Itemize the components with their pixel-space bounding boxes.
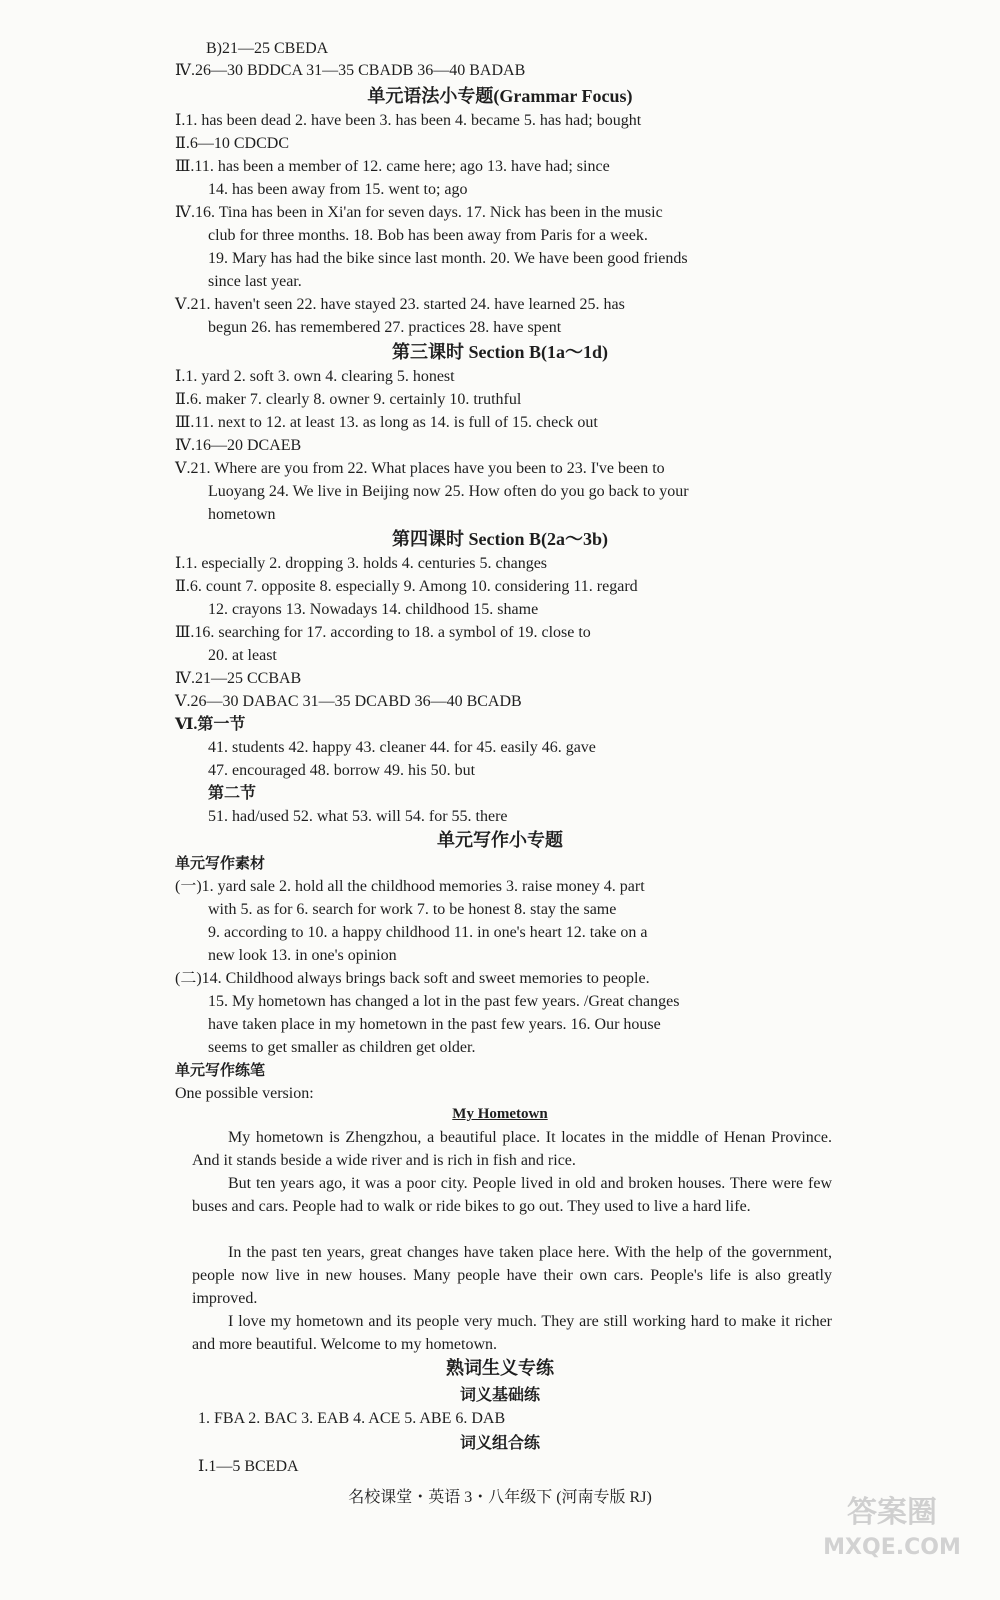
line: Ⅱ.6. maker 7. clearly 8. owner 9. certainly 10. truthful xyxy=(175,391,522,408)
section-heading: 第三课时 Section B(1a～1d) xyxy=(392,342,608,362)
subheading: 词义基础练 xyxy=(459,1387,540,1404)
line: 19. Mary has had the bike since last month. 20. We have been good friends xyxy=(208,250,688,267)
line: Ⅰ.1. especially 2. dropping 3. holds 4. centuries 5. changes xyxy=(175,555,548,572)
section-heading: 单元写作小专题 xyxy=(437,830,563,850)
line: Ⅲ.11. next to 12. at least 13. as long as 14. is full of 15. check out xyxy=(175,414,598,431)
line: Ⅳ.26—30 BDDCA 31—35 CBADB 36—40 BADAB xyxy=(175,62,526,79)
line: have taken place in my hometown in the past few years. 16. Our house xyxy=(208,1016,661,1033)
line: 9. according to 10. a happy childhood 11. in one's heart 12. take on a xyxy=(208,924,648,941)
line: Ⅱ.6. count 7. opposite 8. especially 9. Among 10. considering 11. regard xyxy=(175,578,638,595)
line: Ⅳ.21—25 CCBAB xyxy=(175,670,302,687)
line: seems to get smaller as children get older. xyxy=(208,1039,476,1056)
line: since last year. xyxy=(208,273,302,290)
line: 14. has been away from 15. went to; ago xyxy=(208,181,468,198)
line: 51. had/used 52. what 53. will 54. for 55. there xyxy=(208,808,508,825)
line: 47. encouraged 48. borrow 49. his 50. but xyxy=(208,762,476,779)
line: Luoyang 24. We live in Beijing now 25. How often do you go back to your xyxy=(208,483,689,500)
line: begun 26. has remembered 27. practices 28. have spent xyxy=(208,319,562,336)
line: Ⅱ.6—10 CDCDC xyxy=(175,135,289,152)
line: new look 13. in one's opinion xyxy=(208,947,397,964)
line: Ⅴ.21. haven't seen 22. have stayed 23. started 24. have learned 25. has xyxy=(175,296,625,313)
line: 1. FBA 2. BAC 3. EAB 4. ACE 5. ABE 6. DAB xyxy=(198,1410,506,1427)
line: 41. students 42. happy 43. cleaner 44. for 45. easily 46. gave xyxy=(208,739,596,756)
line: Ⅴ.21. Where are you from 22. What places have you been to 23. I've been to xyxy=(175,460,665,477)
section-heading: 第四课时 Section B(2a～3b) xyxy=(392,529,608,549)
line: One possible version: xyxy=(175,1085,314,1102)
subheading: 单元写作练笔 xyxy=(175,1063,266,1079)
subheading: Ⅵ.第一节 xyxy=(175,716,246,733)
subheading: 单元写作素材 xyxy=(175,856,266,872)
svg-text:答案圈: 答案圈 xyxy=(847,1495,937,1530)
svg-text:MXQE.COM: MXQE.COM xyxy=(823,1535,961,1560)
line: club for three months. 18. Bob has been away from Paris for a week. xyxy=(208,227,648,244)
line: Ⅳ.16. Tina has been in Xi'an for seven days. 17. Nick has been in the music xyxy=(175,204,663,221)
line: hometown xyxy=(208,506,276,523)
line: Ⅲ.16. searching for 17. according to 18. a symbol of 19. close to xyxy=(175,624,591,641)
subheading: 第二节 xyxy=(208,785,257,802)
essay-paragraph: I love my hometown and its people very much. They are still working hard to make it richer and more beautiful. Welcome to my hometown. xyxy=(192,1313,832,1353)
watermark-logo xyxy=(810,1484,970,1564)
line: Ⅲ.11. has been a member of 12. came here; ago 13. have had; since xyxy=(175,158,610,175)
section-heading: 单元语法小专题(Grammar Focus) xyxy=(367,86,633,106)
line: Ⅴ.26—30 DABAC 31—35 DCABD 36—40 BCADB xyxy=(175,693,522,710)
line: Ⅰ.1. has been dead 2. have been 3. has been 4. became 5. has had; bought xyxy=(175,112,642,129)
subheading: 词义组合练 xyxy=(459,1435,540,1452)
essay-title: My Hometown xyxy=(452,1106,548,1122)
essay-paragraph: But ten years ago, it was a poor city. People lived in old and broken houses. There were few buses and cars. People had to walk or ride bikes to go out. They used to live a hard life. xyxy=(192,1175,832,1215)
line: B)21—25 CBEDA xyxy=(206,40,329,57)
line: 20. at least xyxy=(208,647,277,664)
essay-paragraph: In the past ten years, great changes have taken place here. With the help of the government, people now live in new houses. Many people have their own cars. People's life is also greatly improved. xyxy=(192,1244,832,1307)
essay-paragraph: My hometown is Zhengzhou, a beautiful place. It locates in the middle of Henan Province. And it stands beside a wide river and is rich in fish and rice. xyxy=(192,1129,832,1169)
line: Ⅰ.1—5 BCEDA xyxy=(198,1458,299,1475)
line: 15. My hometown has changed a lot in the past few years. /Great changes xyxy=(208,993,680,1010)
section-heading: 熟词生义专练 xyxy=(446,1358,554,1378)
line: with 5. as for 6. search for work 7. to be honest 8. stay the same xyxy=(208,901,617,918)
line: (一)1. yard sale 2. hold all the childhood memories 3. raise money 4. part xyxy=(175,878,645,895)
line: Ⅳ.16—20 DCAEB xyxy=(175,437,302,454)
page-footer: 名校课堂・英语 3・八年级下 (河南专版 RJ) xyxy=(348,1489,652,1506)
line: Ⅰ.1. yard 2. soft 3. own 4. clearing 5. honest xyxy=(175,368,455,385)
line: (二)14. Childhood always brings back soft and sweet memories to people. xyxy=(175,970,650,987)
watermark-graphic xyxy=(810,1484,970,1564)
line: 12. crayons 13. Nowadays 14. childhood 15. shame xyxy=(208,601,539,618)
